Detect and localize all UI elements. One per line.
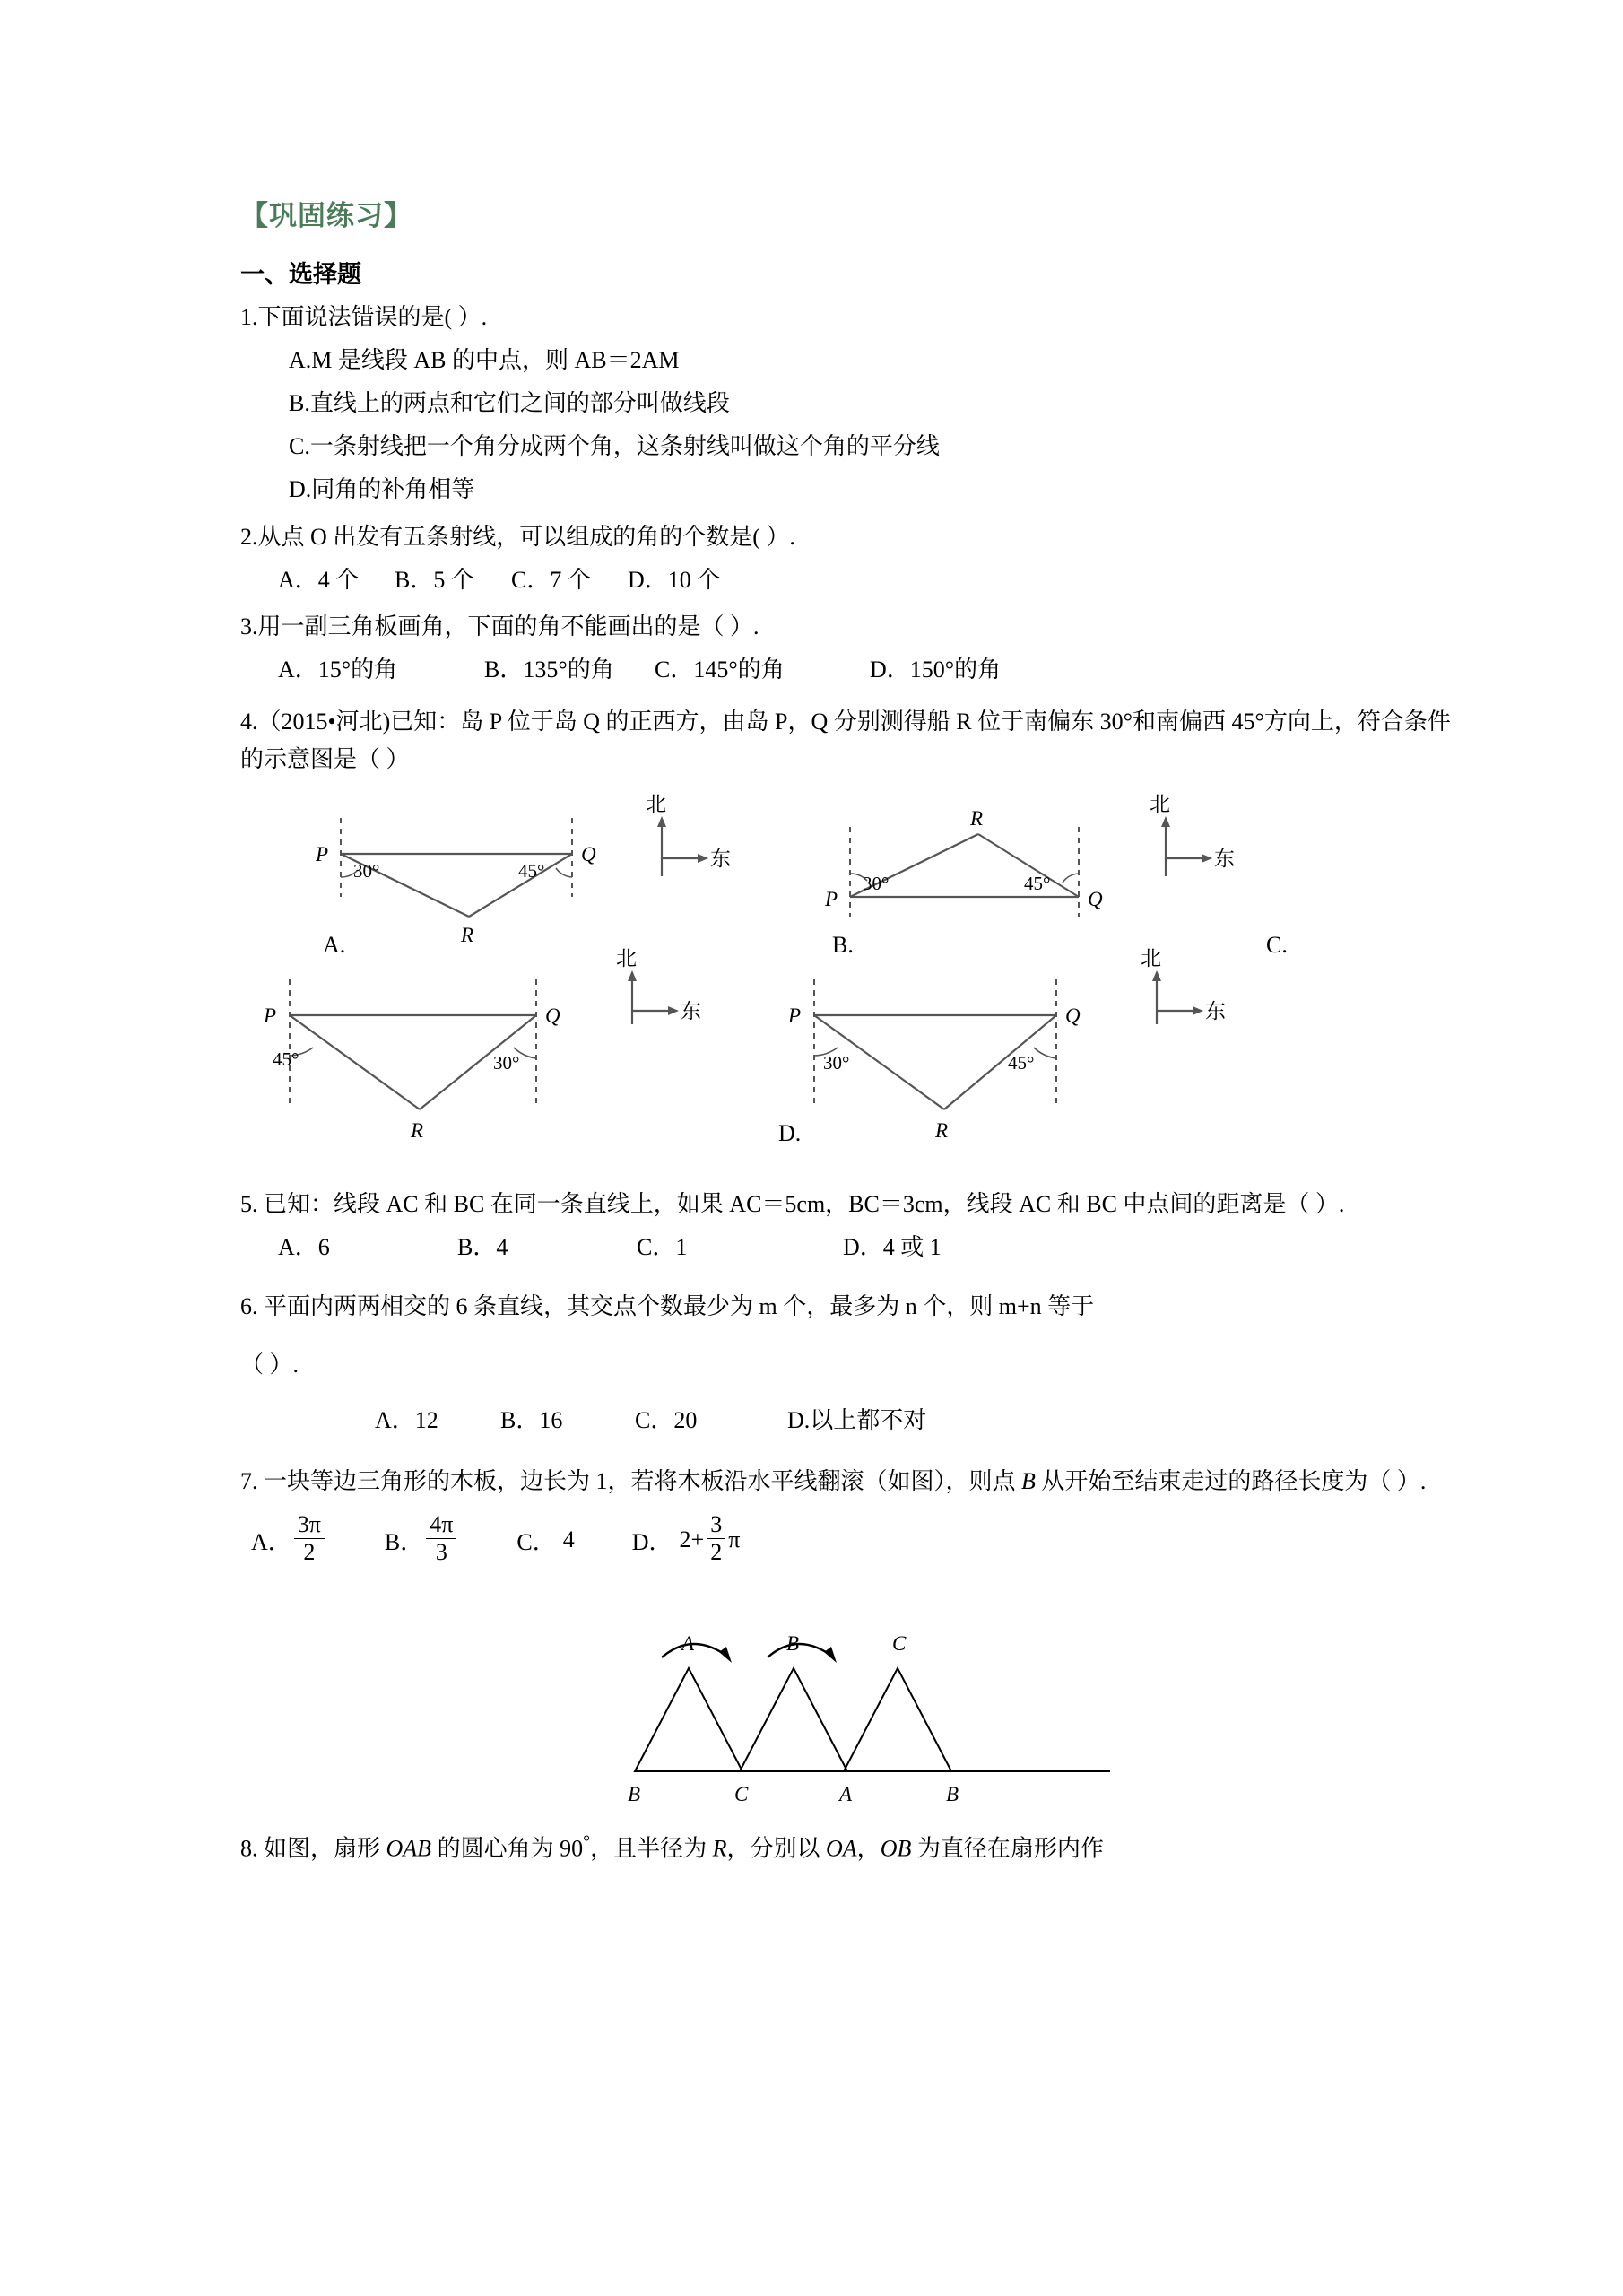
question-7-option-b-fraction: $\frac{4\pi}{3}$ — [426, 1513, 456, 1564]
question-7-option-c-value: 4 — [562, 1526, 575, 1553]
figure-a-label-q: Q — [581, 843, 596, 866]
question-6-option-d: D.以上都不对 — [787, 1406, 927, 1433]
part-one-heading: 一、选择题 — [240, 261, 361, 288]
question-2-stem: 2.从点 O 出发有五条射线，可以组成的角的个数是( ）. — [240, 523, 795, 550]
question-2-option-a: A．4 个 — [278, 566, 360, 593]
figure-b-angle-45: 45° — [1024, 873, 1051, 895]
question-7-figure-wrap — [240, 1587, 1462, 1812]
question-2-option-c: C．7 个 — [511, 566, 591, 593]
figure-b-compass-north: 北 — [1150, 792, 1170, 816]
question-7-point-b: B — [1021, 1467, 1036, 1494]
question-7-option-a-letter: A． — [251, 1528, 291, 1555]
figure-q7-rolling-triangle — [240, 1587, 1388, 1812]
figure-a-angle-45: 45° — [518, 860, 545, 883]
figure-d-choice-letter: D. — [778, 1120, 802, 1147]
figure-q7-label-b-1: B — [628, 1782, 641, 1805]
figure-b-choice-letter: B. — [832, 932, 854, 959]
section-title: 【巩固练习】 — [240, 200, 412, 231]
question-3-option-b: B．135°的角 — [484, 656, 614, 683]
figure-b-label-r: R — [970, 807, 984, 831]
figure-b-angle-30: 30° — [863, 873, 890, 895]
figure-q7-label-a-top: A — [681, 1631, 695, 1655]
question-7-options — [251, 1510, 1462, 1566]
figure-q7-label-c-top: C — [892, 1631, 907, 1655]
question-3-option-c: C．145°的角 — [655, 656, 785, 683]
figure-a-compass-east: 东 — [710, 847, 731, 871]
question-6-option-b: B．16 — [500, 1406, 563, 1433]
figure-d-compass-north: 北 — [1141, 946, 1161, 970]
figure-c-compass-east: 东 — [681, 999, 701, 1023]
figure-q7-label-c-1: C — [734, 1782, 749, 1805]
question-7-option-d-prefix: 2+ — [679, 1526, 705, 1553]
figure-d-angle-30: 30° — [823, 1052, 850, 1074]
figure-c-choice-letter: C. — [1266, 932, 1288, 959]
question-7-option-d-letter: D． — [631, 1528, 673, 1555]
question-6-option-a: A．12 — [375, 1406, 438, 1433]
question-6-stem-cont: （ ）. — [240, 1351, 299, 1378]
figure-d-compass-east: 东 — [1205, 999, 1226, 1023]
question-7-option-a — [251, 1510, 327, 1566]
question-1-option-a: A.M 是线段 AB 的中点，则 AB＝2AM — [289, 347, 680, 374]
figure-d-label-r: R — [935, 1119, 949, 1143]
question-8-sector-oab: OAB — [386, 1835, 432, 1862]
question-1-option-b: B.直线上的两点和它们之间的部分叫做线段 — [289, 390, 730, 417]
question-4-stem: 4.（2015•河北)已知：岛 P 位于岛 Q 的正西方，由岛 P，Q 分别测得船 R 位于南偏东 30°和南偏西 45°方向上，符合条件的示意图是（ ） — [240, 708, 1451, 773]
figure-b-compass-east: 东 — [1214, 847, 1235, 871]
question-5-option-b: B．4 — [457, 1234, 508, 1261]
figure-a-angle-30: 30° — [353, 860, 380, 883]
question-6-stem: 6. 平面内两两相交的 6 条直线，其交点个数最少为 m 个，最多为 n 个，则 m+n 等于 — [240, 1293, 1095, 1320]
question-1-stem: 1.下面说法错误的是( ）. — [240, 304, 488, 330]
question-5-option-a: A．6 — [278, 1234, 330, 1261]
question-4-figures-row2 — [240, 946, 1462, 1177]
figure-c-label-q: Q — [545, 1004, 560, 1028]
question-2-option-d: D．10 个 — [628, 566, 721, 593]
figure-c-compass-north: 北 — [616, 946, 637, 970]
figure-q7-label-a-1: A — [839, 1782, 853, 1805]
question-7-option-d — [631, 1510, 741, 1566]
figure-d-angle-45: 45° — [1008, 1052, 1035, 1074]
question-2-option-b: B．5 个 — [395, 566, 474, 593]
figure-q4-row1 — [240, 791, 1388, 970]
figure-c-angle-45: 45° — [273, 1048, 299, 1071]
question-7-option-a-fraction: $\frac{3\pi}{2}$ — [294, 1513, 325, 1564]
figure-a-compass-north: 北 — [646, 792, 666, 816]
question-8-ob: OB — [880, 1835, 912, 1862]
question-3-option-d: D．150°的角 — [870, 656, 1002, 683]
question-3-stem: 3.用一副三角板画角，下面的角不能画出的是（ ）. — [240, 613, 759, 639]
question-1-option-c: C.一条射线把一个角分成两个角，这条射线叫做这个角的平分线 — [289, 433, 940, 460]
figure-a-choice-letter: A. — [323, 932, 346, 959]
figure-d-label-q: Q — [1065, 1004, 1081, 1028]
question-5-option-c: C．1 — [637, 1234, 688, 1261]
question-7-option-c — [516, 1524, 574, 1557]
figure-c-label-r: R — [411, 1119, 424, 1143]
question-5-stem: 5. 已知：线段 AC 和 BC 在同一条直线上，如果 AC＝5cm，BC＝3cm，线段 AC 和 BC 中点间的距离是（ ）. — [240, 1191, 1345, 1218]
question-7-option-d-suffix: π — [728, 1526, 741, 1553]
figure-b-label-q: Q — [1088, 888, 1103, 911]
question-4-figures-row1 — [240, 791, 1462, 970]
question-5-option-d: D．4 或 1 — [843, 1234, 942, 1261]
figure-q7-label-b-top: B — [786, 1631, 800, 1655]
question-7-option-c-letter: C． — [516, 1528, 556, 1555]
figure-q4-row2 — [240, 946, 1388, 1177]
figure-d-label-p: P — [788, 1004, 802, 1028]
question-7-option-b-letter: B． — [384, 1528, 424, 1555]
question-6-option-c: C．20 — [635, 1406, 698, 1433]
figure-c-label-p: P — [264, 1004, 277, 1028]
figure-c-angle-30: 30° — [493, 1052, 520, 1074]
figure-a-label-p: P — [316, 843, 329, 866]
figure-q7-label-b-2: B — [946, 1782, 959, 1805]
question-2-options — [278, 561, 1462, 599]
question-3-option-a: A．15°的角 — [278, 656, 398, 683]
question-3-options — [278, 651, 1462, 689]
question-7-stem: 7. 一块等边三角形的木板，边长为 1，若将木板沿水平线翻滚（如图），则点 B 从开始至结束走过的路径长度为（ ）. — [240, 1467, 1427, 1494]
question-8-stem: 8. 如图，扇形 OAB 的圆心角为 90°，且半径为 R，分别以 OA，OB 为直径在扇形内作 — [240, 1831, 1104, 1862]
question-1-option-d: D.同角的补角相等 — [289, 476, 475, 503]
figure-b-label-p: P — [825, 888, 838, 911]
figure-a-label-r: R — [461, 924, 474, 947]
question-5-options — [278, 1229, 1462, 1266]
question-8-radius-r: R — [712, 1835, 727, 1862]
question-7-option-d-fraction: $\frac{3}{2}$ — [707, 1513, 725, 1564]
question-7-option-b — [384, 1510, 459, 1566]
question-8-oa: OA — [826, 1835, 857, 1862]
question-6-options — [375, 1402, 1462, 1439]
